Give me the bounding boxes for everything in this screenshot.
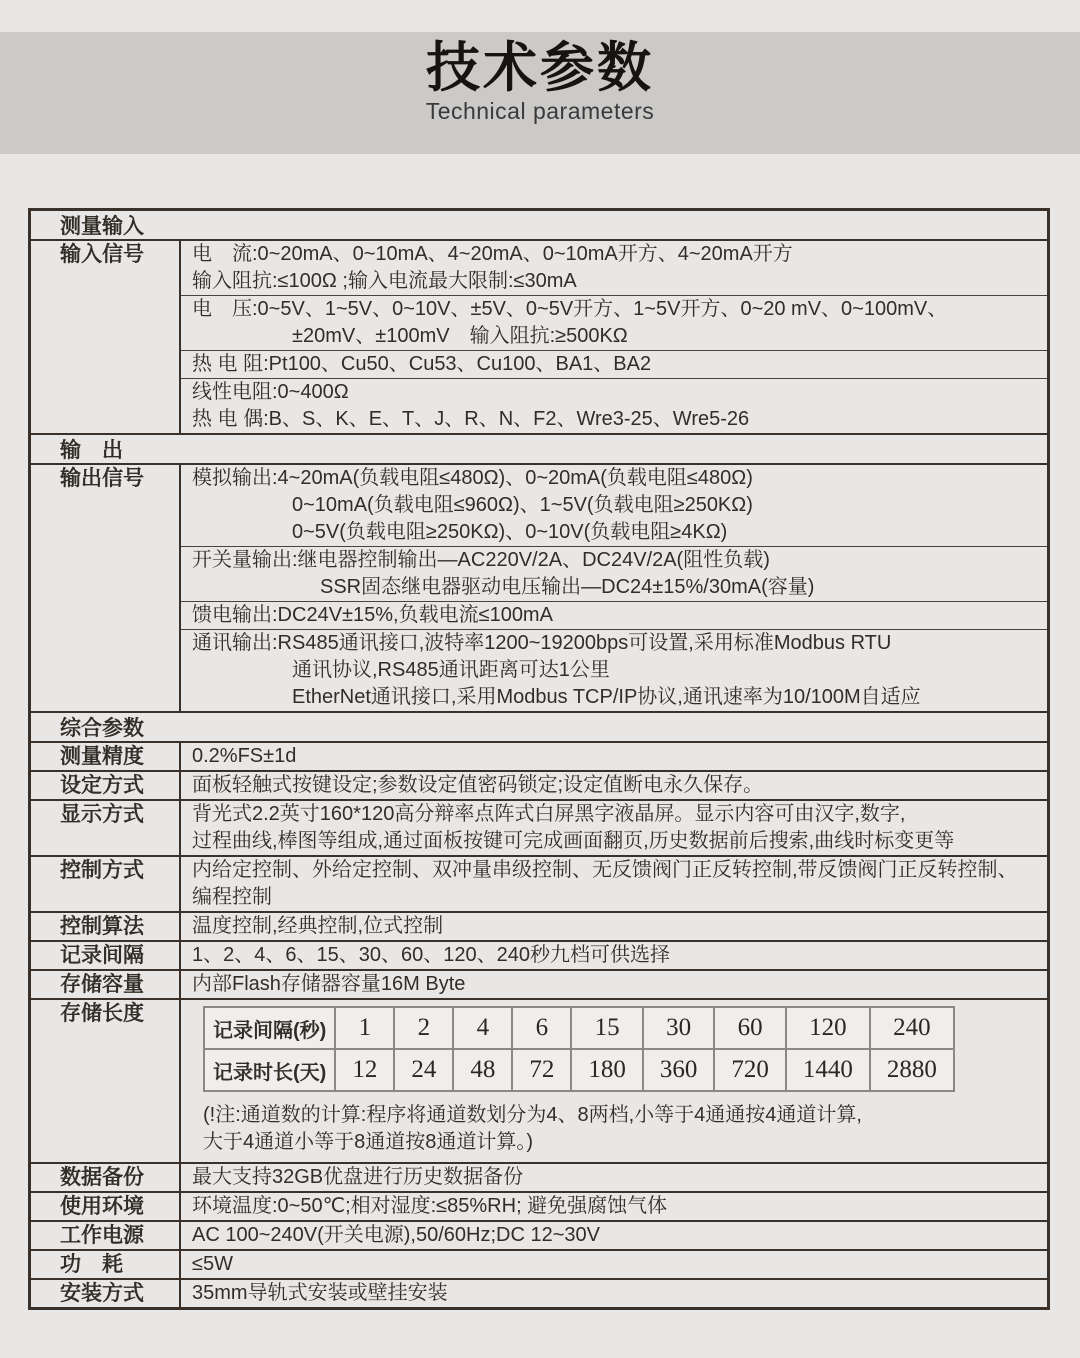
page-title: 技术参数 <box>426 38 654 98</box>
value-cell <box>181 1193 1047 1220</box>
value-cell <box>181 378 1047 433</box>
number-cell: 720 <box>714 1049 786 1091</box>
value-line: 模拟输出:4~20mA(负载电阻≤480Ω)、0~20mA(负载电阻≤480Ω) <box>192 467 753 489</box>
value-line: 温度控制,经典控制,位式控制 <box>192 915 444 937</box>
row-label: 工作电源 <box>31 1222 181 1249</box>
row-cells <box>181 772 1047 799</box>
value-line: ≤5W <box>192 1253 233 1275</box>
value-cell <box>181 546 1047 601</box>
title-band <box>0 32 1080 154</box>
param-row <box>31 940 1047 969</box>
section-row: 输 出 <box>31 433 1047 463</box>
row-label: 安装方式 <box>31 1280 181 1307</box>
param-row <box>31 770 1047 799</box>
record-interval-row <box>204 1007 954 1049</box>
value-line: 热 电 偶:B、S、K、E、T、J、R、N、F2、Wre3-25、Wre5-26 <box>192 408 750 430</box>
value-cell <box>181 350 1047 378</box>
row-label: 显示方式 <box>31 801 181 855</box>
value-cell <box>181 743 1047 770</box>
value-cell <box>181 241 1047 295</box>
number-cell: 60 <box>714 1007 786 1049</box>
note-line: 大于4通道小等于8通道按8通道计算。) <box>203 1131 534 1153</box>
row-label: 功 耗 <box>31 1251 181 1278</box>
value-line: 线性电阻:0~400Ω <box>192 381 349 403</box>
section-row: 测量输入 <box>60 215 144 238</box>
record-length-table <box>203 1006 955 1092</box>
value-cell <box>181 465 1047 546</box>
value-line: 电 流:0~20mA、0~10mA、4~20mA、0~10mA开方、4~20mA开方 <box>192 243 793 265</box>
value-line: AC 100~240V(开关电源),50/60Hz;DC 12~30V <box>192 1224 600 1246</box>
row-cells <box>181 1193 1047 1220</box>
record-duration-row <box>204 1049 954 1091</box>
value-line: 编程控制 <box>192 886 272 908</box>
value-cell <box>181 629 1047 711</box>
value-cell <box>181 913 1047 940</box>
row-label: 输出信号 <box>31 465 181 711</box>
value-line: 馈电输出:DC24V±15%,负载电流≤100mA <box>192 604 553 626</box>
number-cell: 72 <box>512 1049 571 1091</box>
param-row <box>31 799 1047 855</box>
note-line: (!注:通道数的计算:程序将通道数划分为4、8两档,小等于4通通按4通道计算, <box>203 1104 862 1126</box>
number-cell: 15 <box>571 1007 643 1049</box>
row-label: 测量精度 <box>31 743 181 770</box>
row-header-cell: 记录间隔(秒) <box>204 1007 335 1049</box>
value-line: 最大支持32GB优盘进行历史数据备份 <box>192 1166 524 1188</box>
row-cells <box>181 1251 1047 1278</box>
number-cell: 2 <box>394 1007 453 1049</box>
value-cell <box>181 1280 1047 1307</box>
value-line: 开关量输出:继电器控制输出—AC220V/2A、DC24V/2A(阻性负载) <box>192 549 770 571</box>
value-line: 过程曲线,棒图等组成,通过面板按键可完成画面翻页,历史数据前后搜索,曲线时标变更等 <box>192 830 955 852</box>
value-line: 背光式2.2英寸160*120高分辩率点阵式白屏黑字液晶屏。显示内容可由汉字,数字, <box>192 803 906 825</box>
param-row <box>31 969 1047 998</box>
row-cells <box>181 1222 1047 1249</box>
number-cell: 180 <box>571 1049 643 1091</box>
value-line: 0.2%FS±1d <box>192 745 297 767</box>
value-line: 内部Flash存储器容量16M Byte <box>192 973 466 995</box>
value-cell <box>181 1251 1047 1278</box>
row-cells <box>181 241 1047 433</box>
param-row <box>31 1191 1047 1220</box>
value-cell <box>181 971 1047 998</box>
value-cell <box>181 1164 1047 1191</box>
value-cell <box>181 857 1047 911</box>
value-line: 热 电 阻:Pt100、Cu50、Cu53、Cu100、BA1、BA2 <box>192 353 652 375</box>
value-line: ±20mV、±100mV 输入阻抗:≥500KΩ <box>292 325 628 347</box>
value-line: 0~5V(负载电阻≥250KΩ)、0~10V(负载电阻≥4KΩ) <box>292 521 728 543</box>
number-cell: 1440 <box>786 1049 870 1091</box>
row-cells <box>181 465 1047 711</box>
param-row <box>31 463 1047 711</box>
spec-table <box>28 208 1050 1310</box>
value-line: 通讯协议,RS485通讯距离可达1公里 <box>292 659 610 681</box>
row-cells <box>181 913 1047 940</box>
number-cell: 6 <box>512 1007 571 1049</box>
value-cell <box>181 942 1047 969</box>
storage-cell <box>181 1006 1047 1156</box>
value-line: SSR固态继电器驱动电压输出—DC24±15%/30mA(容量) <box>320 576 815 598</box>
value-cell <box>181 1222 1047 1249</box>
row-label: 记录间隔 <box>31 942 181 969</box>
param-row <box>31 741 1047 770</box>
row-cells <box>181 857 1047 911</box>
value-cell <box>181 295 1047 350</box>
row-label: 控制方式 <box>31 857 181 911</box>
row-label: 存储容量 <box>31 971 181 998</box>
value-cell <box>181 801 1047 855</box>
row-cells <box>181 1000 1047 1162</box>
row-header-cell: 记录时长(天) <box>204 1049 335 1091</box>
number-cell: 2880 <box>870 1049 954 1091</box>
row-cells <box>181 801 1047 855</box>
row-label: 控制算法 <box>31 913 181 940</box>
value-line: 环境温度:0~50℃;相对湿度:≤85%RH; 避免强腐蚀气体 <box>192 1195 668 1217</box>
value-line: 输入阻抗:≤100Ω ;输入电流最大限制:≤30mA <box>192 270 577 292</box>
row-label: 存储长度 <box>31 1000 181 1162</box>
row-cells <box>181 971 1047 998</box>
row-label: 设定方式 <box>31 772 181 799</box>
param-row <box>31 1220 1047 1249</box>
param-row <box>31 239 1047 433</box>
row-cells <box>181 942 1047 969</box>
row-cells <box>181 1164 1047 1191</box>
number-cell: 24 <box>394 1049 453 1091</box>
section-row: 综合参数 <box>31 711 1047 741</box>
number-cell: 30 <box>643 1007 715 1049</box>
value-line: 0~10mA(负载电阻≤960Ω)、1~5V(负载电阻≥250KΩ) <box>292 494 753 516</box>
number-cell: 4 <box>453 1007 512 1049</box>
number-cell: 12 <box>335 1049 394 1091</box>
param-row <box>31 1249 1047 1278</box>
value-line: 通讯输出:RS485通讯接口,波特率1200~19200bps可设置,采用标准Modbus RTU <box>192 632 892 654</box>
param-row <box>31 911 1047 940</box>
storage-row <box>31 998 1047 1162</box>
value-cell <box>181 772 1047 799</box>
number-cell: 120 <box>786 1007 870 1049</box>
page-subtitle: Technical parameters <box>425 97 655 124</box>
value-line: 内给定控制、外给定控制、双冲量串级控制、无反馈阀门正反转控制,带反馈阀门正反转控制、 <box>192 859 1018 881</box>
param-row <box>31 855 1047 911</box>
channel-note <box>203 1102 1047 1156</box>
value-line: 电 压:0~5V、1~5V、0~10V、±5V、0~5V开方、1~5V开方、0~20 mV、0~100mV、 <box>192 298 948 320</box>
value-line: 1、2、4、6、15、30、60、120、240秒九档可供选择 <box>192 944 670 966</box>
row-cells <box>181 743 1047 770</box>
row-label: 输入信号 <box>31 241 181 433</box>
number-cell: 48 <box>453 1049 512 1091</box>
value-cell <box>181 601 1047 629</box>
number-cell: 1 <box>335 1007 394 1049</box>
value-line: 35mm导轨式安装或壁挂安装 <box>192 1282 448 1304</box>
row-cells <box>181 1280 1047 1307</box>
row-label: 使用环境 <box>31 1193 181 1220</box>
row-label: 数据备份 <box>31 1164 181 1191</box>
param-row <box>31 1278 1047 1307</box>
value-line: 面板轻触式按键设定;参数设定值密码锁定;设定值断电永久保存。 <box>192 774 764 796</box>
number-cell: 240 <box>870 1007 954 1049</box>
param-row <box>31 1162 1047 1191</box>
number-cell: 360 <box>643 1049 715 1091</box>
value-line: EtherNet通讯接口,采用Modbus TCP/IP协议,通讯速率为10/100M自适应 <box>292 686 921 708</box>
